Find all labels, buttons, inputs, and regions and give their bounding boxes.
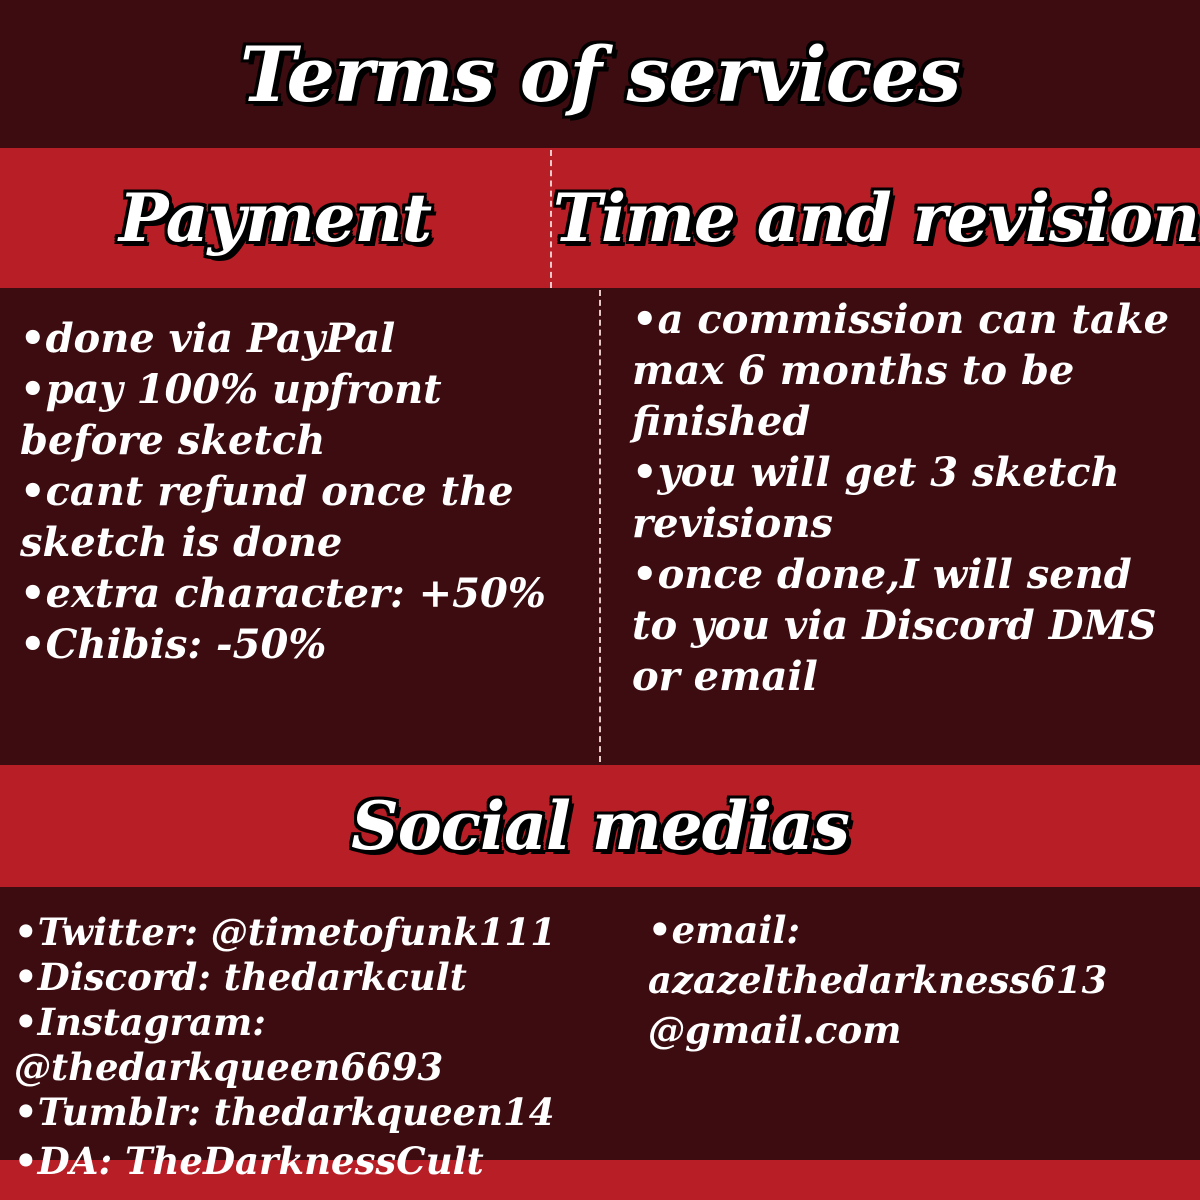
- list-item: •extra character: +50%: [20, 570, 546, 617]
- title-container: [0, 0, 1200, 148]
- social-item-twitter: •Twitter: @timetofunk111: [14, 910, 556, 954]
- time-heading: Time and revision: [552, 179, 1200, 257]
- social-list: [14, 910, 634, 1184]
- list-item: •once done,I will send to you via Discord DMS or email: [632, 551, 1157, 700]
- email-block: [648, 905, 1188, 1055]
- list-item: •done via PayPal: [20, 315, 396, 362]
- list-item: •you will get 3 sketch revisions: [632, 449, 1120, 547]
- payment-list: [20, 313, 580, 670]
- list-item: •a commission can take max 6 months to be finished: [632, 296, 1170, 445]
- social-item-discord: •Discord: thedarkcult: [14, 955, 467, 999]
- time-heading-cell: [552, 148, 1200, 288]
- heading-divider: [550, 150, 552, 288]
- time-list: [632, 294, 1172, 702]
- social-heading: Social medias: [351, 787, 849, 865]
- email-domain: @gmail.com: [648, 1008, 902, 1052]
- column-divider: [599, 290, 601, 762]
- payment-heading-cell: [0, 148, 550, 288]
- social-item-tumblr: •Tumblr: thedarkqueen14: [14, 1090, 555, 1134]
- social-heading-container: [0, 765, 1200, 887]
- email-label: •email:: [648, 908, 801, 952]
- social-item-instagram: •Instagram: @thedarkqueen6693: [14, 1000, 444, 1089]
- list-item: •Chibis: -50%: [20, 621, 327, 668]
- payment-heading: Payment: [118, 179, 432, 257]
- page-title: Terms of services: [239, 29, 961, 119]
- social-item-da: •DA: TheDarknessCult: [14, 1139, 484, 1183]
- list-item: •cant refund once the sketch is done: [20, 468, 514, 566]
- list-item: •pay 100% upfront before sketch: [20, 366, 442, 464]
- email-user: azazelthedarkness613: [648, 958, 1108, 1002]
